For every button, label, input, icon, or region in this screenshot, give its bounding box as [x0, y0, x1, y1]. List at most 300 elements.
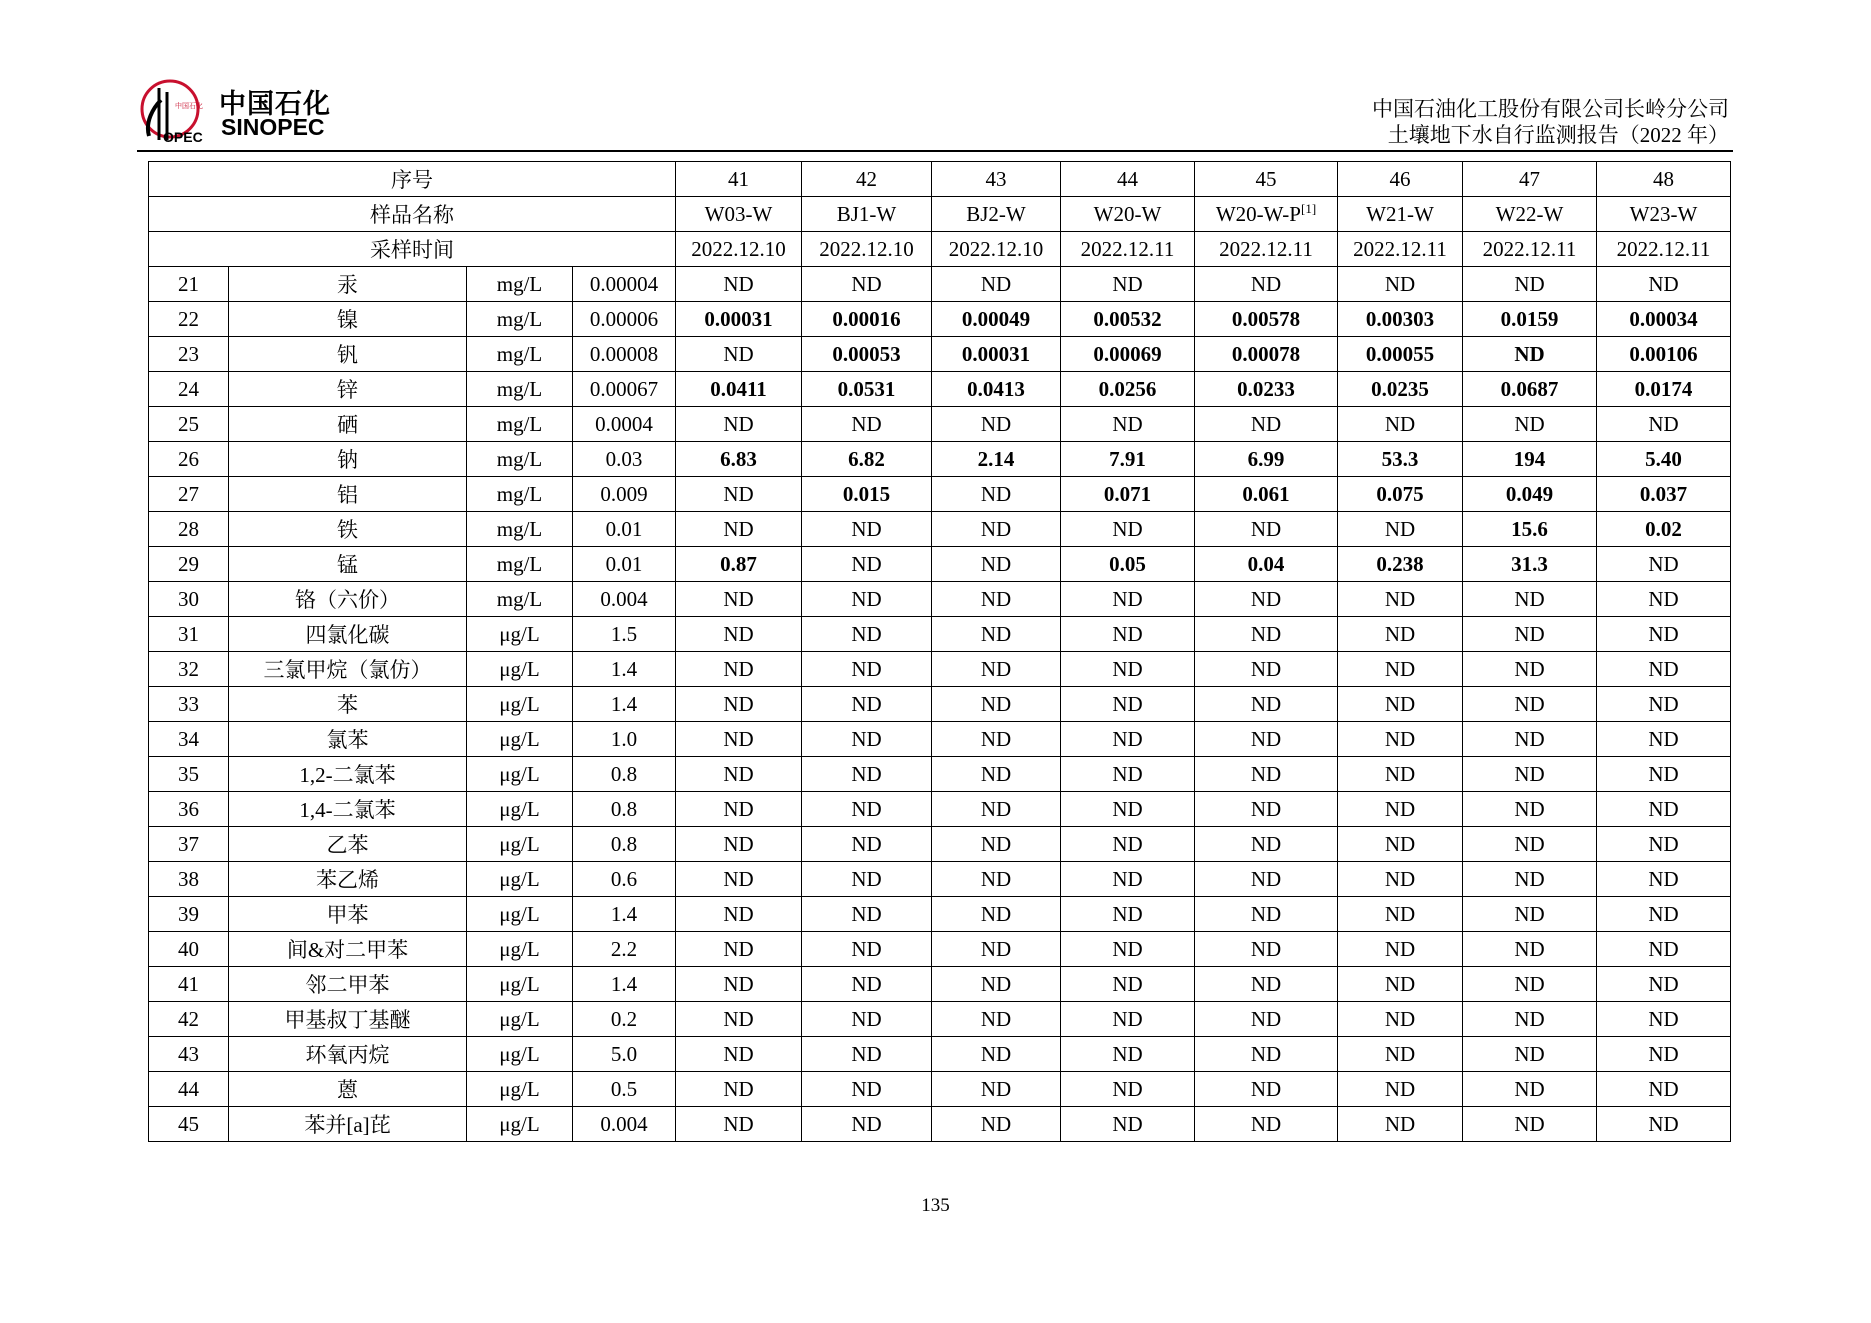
sample-date: 2022.12.11	[1463, 232, 1597, 267]
result-value-cell: ND	[802, 512, 932, 547]
result-value-cell: ND	[932, 967, 1061, 1002]
result-value-cell: 0.00106	[1597, 337, 1731, 372]
result-value-cell: ND	[932, 757, 1061, 792]
table-row	[149, 792, 1731, 827]
result-value-cell: ND	[1195, 1107, 1338, 1142]
result-value-cell: ND	[676, 687, 802, 722]
analyte-name-cell: 甲基叔丁基醚	[229, 1002, 467, 1037]
result-value-cell: ND	[1597, 407, 1731, 442]
result-value-cell: ND	[1061, 722, 1195, 757]
logo-chinese-name: 中国石化	[219, 89, 331, 120]
result-value-cell: ND	[676, 792, 802, 827]
unit-cell: mg/L	[467, 512, 573, 547]
result-value-cell: ND	[1338, 827, 1463, 862]
sample-no: 44	[1061, 162, 1195, 197]
row-serial-cell: 39	[149, 897, 229, 932]
result-value-cell: 0.00078	[1195, 337, 1338, 372]
row-serial-cell: 34	[149, 722, 229, 757]
detection-limit-cell: 0.01	[573, 512, 676, 547]
label-sampling-time: 采样时间	[149, 232, 676, 267]
result-value-cell: ND	[1463, 582, 1597, 617]
result-value-cell: ND	[1597, 757, 1731, 792]
header-divider	[137, 150, 1733, 152]
result-value-cell: ND	[802, 897, 932, 932]
row-serial-cell: 29	[149, 547, 229, 582]
result-value-cell: ND	[1597, 862, 1731, 897]
result-value-cell: ND	[802, 792, 932, 827]
result-value-cell: ND	[1195, 897, 1338, 932]
table-row	[149, 862, 1731, 897]
result-value-cell: ND	[802, 967, 932, 1002]
table-row	[149, 477, 1731, 512]
result-value-cell: ND	[1061, 687, 1195, 722]
detection-limit-cell: 0.8	[573, 827, 676, 862]
result-value-cell: 0.00034	[1597, 302, 1731, 337]
result-value-cell: ND	[1338, 862, 1463, 897]
sample-name: W03-W	[704, 201, 773, 226]
result-value-cell: ND	[1061, 827, 1195, 862]
unit-cell: μg/L	[467, 617, 573, 652]
result-value-cell: ND	[676, 1037, 802, 1072]
result-value-cell: ND	[1195, 687, 1338, 722]
detection-limit-cell: 1.4	[573, 897, 676, 932]
result-value-cell: ND	[1463, 932, 1597, 967]
table-row	[149, 757, 1731, 792]
row-serial-cell: 30	[149, 582, 229, 617]
result-value-cell: ND	[932, 1037, 1061, 1072]
detection-limit-cell: 0.5	[573, 1072, 676, 1107]
svg-text:中国石化: 中国石化	[175, 102, 203, 110]
result-value-cell: ND	[1597, 687, 1731, 722]
unit-cell: μg/L	[467, 652, 573, 687]
result-value-cell: ND	[932, 862, 1061, 897]
unit-cell: μg/L	[467, 1037, 573, 1072]
result-value-cell: 2.14	[932, 442, 1061, 477]
table-row	[149, 967, 1731, 1002]
detection-limit-cell: 0.00067	[573, 372, 676, 407]
analyte-name-cell: 四氯化碳	[229, 617, 467, 652]
unit-cell: μg/L	[467, 757, 573, 792]
table-row	[149, 302, 1731, 337]
result-value-cell: 0.049	[1463, 477, 1597, 512]
result-value-cell: 0.0687	[1463, 372, 1597, 407]
sample-date: 2022.12.10	[676, 232, 802, 267]
result-value-cell: ND	[932, 582, 1061, 617]
result-value-cell: 7.91	[1061, 442, 1195, 477]
result-value-cell: ND	[1061, 1072, 1195, 1107]
sample-name-cell	[1597, 197, 1731, 232]
result-value-cell: ND	[676, 1107, 802, 1142]
result-value-cell: ND	[1463, 267, 1597, 302]
analyte-name-cell: 蒽	[229, 1072, 467, 1107]
analyte-name-cell: 钒	[229, 337, 467, 372]
analyte-name-cell: 氯苯	[229, 722, 467, 757]
result-value-cell: ND	[932, 722, 1061, 757]
result-value-cell: ND	[1463, 967, 1597, 1002]
result-value-cell: 6.99	[1195, 442, 1338, 477]
table-row	[149, 1072, 1731, 1107]
result-value-cell: ND	[1597, 617, 1731, 652]
result-value-cell: ND	[802, 687, 932, 722]
table-row	[149, 267, 1731, 302]
result-value-cell: ND	[1338, 617, 1463, 652]
result-value-cell: ND	[1061, 1002, 1195, 1037]
sample-date: 2022.12.10	[932, 232, 1061, 267]
result-value-cell: ND	[676, 477, 802, 512]
result-value-cell: ND	[802, 407, 932, 442]
sample-name: BJ1-W	[836, 201, 897, 226]
result-value-cell: ND	[1195, 582, 1338, 617]
sample-no: 48	[1597, 162, 1731, 197]
row-serial-cell: 26	[149, 442, 229, 477]
result-value-cell: ND	[1597, 547, 1731, 582]
result-value-cell: ND	[1195, 1072, 1338, 1107]
result-value-cell: ND	[1597, 1107, 1731, 1142]
sinopec-logo	[137, 78, 337, 146]
result-value-cell: ND	[1195, 932, 1338, 967]
result-value-cell: ND	[802, 1002, 932, 1037]
sample-date: 2022.12.11	[1061, 232, 1195, 267]
result-value-cell: 0.05	[1061, 547, 1195, 582]
result-value-cell: 0.00053	[802, 337, 932, 372]
result-value-cell: ND	[802, 652, 932, 687]
table-row	[149, 582, 1731, 617]
table-row	[149, 652, 1731, 687]
result-value-cell: ND	[1597, 792, 1731, 827]
sample-name: W20-W	[1093, 201, 1162, 226]
row-serial-cell: 38	[149, 862, 229, 897]
detection-limit-cell: 1.4	[573, 687, 676, 722]
sample-name-cell	[1463, 197, 1597, 232]
unit-cell: mg/L	[467, 267, 573, 302]
detection-limit-cell: 0.009	[573, 477, 676, 512]
result-value-cell: ND	[1597, 827, 1731, 862]
unit-cell: μg/L	[467, 827, 573, 862]
table-row	[149, 1107, 1731, 1142]
result-value-cell: 0.0235	[1338, 372, 1463, 407]
result-value-cell: ND	[1338, 1072, 1463, 1107]
result-value-cell: ND	[932, 932, 1061, 967]
result-value-cell: ND	[1338, 267, 1463, 302]
result-value-cell: ND	[1195, 792, 1338, 827]
result-value-cell: ND	[1463, 897, 1597, 932]
sample-name-cell	[932, 197, 1061, 232]
detection-limit-cell: 0.00008	[573, 337, 676, 372]
monitoring-results-table	[148, 161, 1731, 1142]
table-row	[149, 442, 1731, 477]
result-value-cell: ND	[1463, 862, 1597, 897]
result-value-cell: ND	[676, 617, 802, 652]
unit-cell: mg/L	[467, 442, 573, 477]
result-value-cell: 0.075	[1338, 477, 1463, 512]
result-value-cell: ND	[1195, 1002, 1338, 1037]
detection-limit-cell: 0.00004	[573, 267, 676, 302]
unit-cell: mg/L	[467, 337, 573, 372]
result-value-cell: ND	[1463, 827, 1597, 862]
unit-cell: μg/L	[467, 722, 573, 757]
result-value-cell: ND	[676, 337, 802, 372]
result-value-cell: ND	[1061, 652, 1195, 687]
unit-cell: mg/L	[467, 582, 573, 617]
table-row	[149, 547, 1731, 582]
analyte-name-cell: 1,4-二氯苯	[229, 792, 467, 827]
result-value-cell: ND	[1061, 617, 1195, 652]
sample-name: W21-W	[1366, 201, 1434, 226]
analyte-name-cell: 邻二甲苯	[229, 967, 467, 1002]
table-row	[149, 897, 1731, 932]
result-value-cell: ND	[1597, 1002, 1731, 1037]
table-row	[149, 1002, 1731, 1037]
analyte-name-cell: 铬（六价）	[229, 582, 467, 617]
unit-cell: μg/L	[467, 897, 573, 932]
analyte-name-cell: 三氯甲烷（氯仿）	[229, 652, 467, 687]
result-value-cell: 0.00031	[676, 302, 802, 337]
detection-limit-cell: 1.0	[573, 722, 676, 757]
result-value-cell: 0.0411	[676, 372, 802, 407]
result-value-cell: ND	[932, 267, 1061, 302]
result-value-cell: ND	[676, 757, 802, 792]
table-row	[149, 512, 1731, 547]
result-value-cell: ND	[932, 1072, 1061, 1107]
result-value-cell: ND	[676, 722, 802, 757]
result-value-cell: ND	[1061, 407, 1195, 442]
result-value-cell: ND	[1463, 337, 1597, 372]
result-value-cell: ND	[676, 512, 802, 547]
result-value-cell: ND	[1061, 1107, 1195, 1142]
page-number: 135	[921, 1195, 950, 1216]
result-value-cell: ND	[1338, 582, 1463, 617]
result-value-cell: ND	[1195, 652, 1338, 687]
result-value-cell: ND	[1338, 1107, 1463, 1142]
header-row-sample-name	[149, 197, 1731, 232]
result-value-cell: ND	[676, 1002, 802, 1037]
result-value-cell: ND	[932, 687, 1061, 722]
result-value-cell: ND	[1597, 267, 1731, 302]
analyte-name-cell: 镍	[229, 302, 467, 337]
company-name: 中国石油化工股份有限公司长岭分公司	[1372, 97, 1729, 121]
result-value-cell: 0.0159	[1463, 302, 1597, 337]
row-serial-cell: 44	[149, 1072, 229, 1107]
result-value-cell: ND	[1597, 722, 1731, 757]
detection-limit-cell: 1.5	[573, 617, 676, 652]
sample-name-cell	[1338, 197, 1463, 232]
result-value-cell: ND	[1195, 1037, 1338, 1072]
row-serial-cell: 28	[149, 512, 229, 547]
result-value-cell: 0.00016	[802, 302, 932, 337]
result-value-cell: ND	[676, 862, 802, 897]
result-value-cell: 0.0233	[1195, 372, 1338, 407]
sinopec-emblem-icon	[137, 78, 217, 146]
result-value-cell: ND	[1195, 407, 1338, 442]
row-serial-cell: 25	[149, 407, 229, 442]
result-value-cell: ND	[1195, 512, 1338, 547]
analyte-name-cell: 苯	[229, 687, 467, 722]
row-serial-cell: 35	[149, 757, 229, 792]
detection-limit-cell: 2.2	[573, 932, 676, 967]
logo-english-name: SINOPEC	[221, 114, 325, 140]
result-value-cell: 15.6	[1463, 512, 1597, 547]
result-value-cell: ND	[932, 512, 1061, 547]
result-value-cell: 0.00049	[932, 302, 1061, 337]
sample-name: W22-W	[1495, 201, 1564, 226]
sample-name-cell	[1061, 197, 1195, 232]
row-serial-cell: 33	[149, 687, 229, 722]
result-value-cell: ND	[676, 1072, 802, 1107]
result-value-cell: ND	[1195, 267, 1338, 302]
analyte-name-cell: 1,2-二氯苯	[229, 757, 467, 792]
analyte-name-cell: 汞	[229, 267, 467, 302]
unit-cell: μg/L	[467, 1072, 573, 1107]
table-row	[149, 372, 1731, 407]
result-value-cell: ND	[1463, 652, 1597, 687]
footnote-marker: [1]	[1300, 200, 1317, 216]
result-value-cell: ND	[1195, 617, 1338, 652]
result-value-cell: 5.40	[1597, 442, 1731, 477]
analyte-name-cell: 环氧丙烷	[229, 1037, 467, 1072]
result-value-cell: ND	[802, 827, 932, 862]
result-value-cell: ND	[1195, 862, 1338, 897]
result-value-cell: 6.83	[676, 442, 802, 477]
sample-name-cell	[1195, 197, 1338, 232]
detection-limit-cell: 5.0	[573, 1037, 676, 1072]
result-value-cell: ND	[1463, 687, 1597, 722]
table-row	[149, 337, 1731, 372]
sample-name-cell	[802, 197, 932, 232]
result-value-cell: ND	[676, 967, 802, 1002]
result-value-cell: ND	[932, 477, 1061, 512]
analyte-name-cell: 钠	[229, 442, 467, 477]
result-value-cell: ND	[676, 932, 802, 967]
result-value-cell: ND	[1463, 1002, 1597, 1037]
detection-limit-cell: 0.004	[573, 1107, 676, 1142]
row-serial-cell: 21	[149, 267, 229, 302]
result-value-cell: ND	[1338, 1002, 1463, 1037]
table-row	[149, 617, 1731, 652]
result-value-cell: ND	[932, 547, 1061, 582]
result-value-cell: ND	[676, 407, 802, 442]
result-value-cell: ND	[932, 792, 1061, 827]
result-value-cell: ND	[1597, 1072, 1731, 1107]
result-value-cell: 0.00578	[1195, 302, 1338, 337]
analyte-name-cell: 硒	[229, 407, 467, 442]
result-value-cell: ND	[1463, 407, 1597, 442]
label-serial: 序号	[149, 162, 676, 197]
unit-cell: μg/L	[467, 792, 573, 827]
row-serial-cell: 42	[149, 1002, 229, 1037]
result-value-cell: 0.238	[1338, 547, 1463, 582]
sample-no: 42	[802, 162, 932, 197]
detection-limit-cell: 0.0004	[573, 407, 676, 442]
result-value-cell: ND	[1463, 757, 1597, 792]
sample-no: 43	[932, 162, 1061, 197]
result-value-cell: ND	[1597, 652, 1731, 687]
result-value-cell: ND	[1463, 792, 1597, 827]
unit-cell: μg/L	[467, 932, 573, 967]
sample-name-cell	[676, 197, 802, 232]
result-value-cell: ND	[1061, 757, 1195, 792]
result-value-cell: ND	[1338, 687, 1463, 722]
result-value-cell: ND	[802, 617, 932, 652]
result-value-cell: ND	[1463, 617, 1597, 652]
row-serial-cell: 43	[149, 1037, 229, 1072]
unit-cell: mg/L	[467, 372, 573, 407]
result-value-cell: 0.037	[1597, 477, 1731, 512]
result-value-cell: ND	[1597, 932, 1731, 967]
sample-name: W23-W	[1629, 201, 1698, 226]
result-value-cell: 0.0531	[802, 372, 932, 407]
analyte-name-cell: 铝	[229, 477, 467, 512]
sample-no: 47	[1463, 162, 1597, 197]
analyte-name-cell: 间&对二甲苯	[229, 932, 467, 967]
table-row	[149, 932, 1731, 967]
table-body	[149, 162, 1731, 1142]
result-value-cell: ND	[1338, 897, 1463, 932]
row-serial-cell: 31	[149, 617, 229, 652]
unit-cell: mg/L	[467, 302, 573, 337]
sample-no: 45	[1195, 162, 1338, 197]
result-value-cell: 0.00532	[1061, 302, 1195, 337]
report-title: 土壤地下水自行监测报告（2022 年）	[1387, 123, 1729, 147]
result-value-cell: ND	[1338, 512, 1463, 547]
result-value-cell: ND	[1061, 1037, 1195, 1072]
result-value-cell: ND	[1061, 897, 1195, 932]
result-value-cell: ND	[1195, 757, 1338, 792]
result-value-cell: ND	[1338, 652, 1463, 687]
result-value-cell: 0.00069	[1061, 337, 1195, 372]
result-value-cell: ND	[932, 617, 1061, 652]
unit-cell: μg/L	[467, 1002, 573, 1037]
row-serial-cell: 40	[149, 932, 229, 967]
detection-limit-cell: 0.8	[573, 757, 676, 792]
unit-cell: mg/L	[467, 547, 573, 582]
result-value-cell: 0.071	[1061, 477, 1195, 512]
row-serial-cell: 24	[149, 372, 229, 407]
detection-limit-cell: 0.004	[573, 582, 676, 617]
result-value-cell: 0.015	[802, 477, 932, 512]
detection-limit-cell: 0.6	[573, 862, 676, 897]
result-value-cell: ND	[1597, 967, 1731, 1002]
row-serial-cell: 23	[149, 337, 229, 372]
row-serial-cell: 27	[149, 477, 229, 512]
result-value-cell: ND	[676, 897, 802, 932]
result-value-cell: ND	[1195, 722, 1338, 757]
result-value-cell: 53.3	[1338, 442, 1463, 477]
result-value-cell: ND	[932, 1002, 1061, 1037]
unit-cell: μg/L	[467, 687, 573, 722]
sample-name: BJ2-W	[966, 201, 1026, 226]
result-value-cell: ND	[932, 407, 1061, 442]
result-value-cell: ND	[802, 862, 932, 897]
sample-date: 2022.12.10	[802, 232, 932, 267]
analyte-name-cell: 铁	[229, 512, 467, 547]
result-value-cell: ND	[802, 267, 932, 302]
result-value-cell: ND	[802, 1037, 932, 1072]
result-value-cell: ND	[1338, 1037, 1463, 1072]
result-value-cell: 0.00303	[1338, 302, 1463, 337]
result-value-cell: ND	[1463, 1037, 1597, 1072]
row-serial-cell: 36	[149, 792, 229, 827]
result-value-cell: ND	[1463, 1107, 1597, 1142]
header-row-sampling-time	[149, 232, 1731, 267]
sample-date: 2022.12.11	[1195, 232, 1338, 267]
sample-no: 46	[1338, 162, 1463, 197]
result-value-cell: ND	[1597, 897, 1731, 932]
row-serial-cell: 45	[149, 1107, 229, 1142]
svg-text:OPEC: OPEC	[163, 129, 203, 145]
sample-no: 41	[676, 162, 802, 197]
result-value-cell: ND	[1338, 722, 1463, 757]
row-serial-cell: 32	[149, 652, 229, 687]
